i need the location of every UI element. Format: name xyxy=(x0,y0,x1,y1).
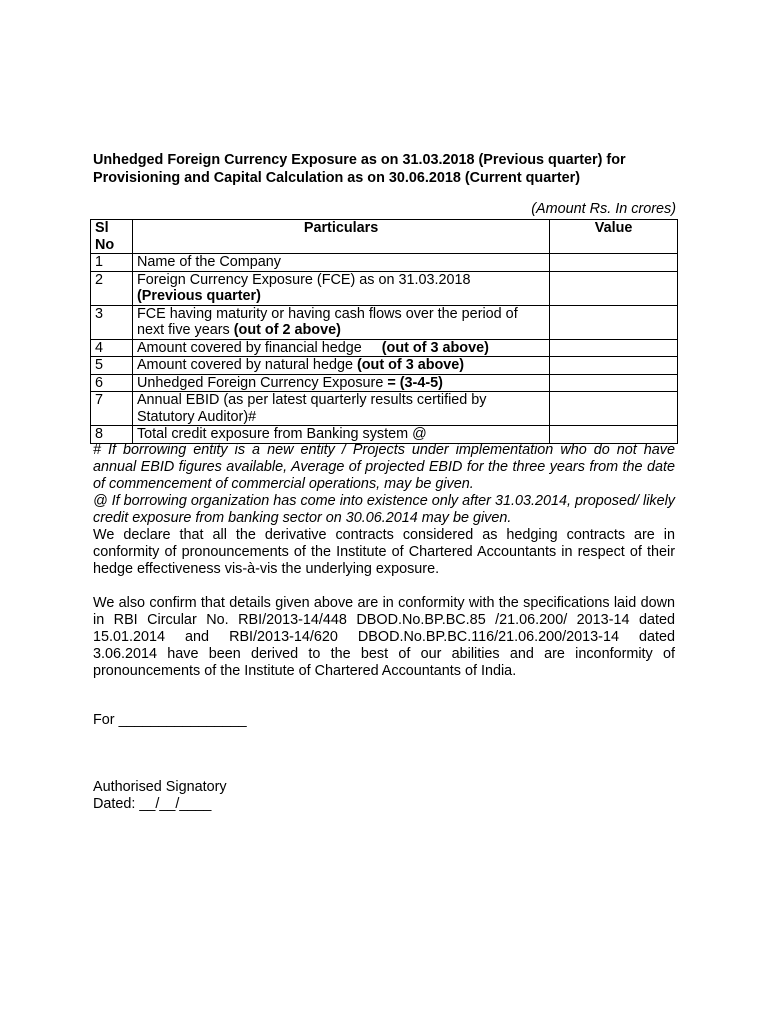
table-row xyxy=(91,392,678,426)
for-line: For ________________ xyxy=(93,712,247,728)
table-row xyxy=(91,305,678,339)
row-sl: 2 xyxy=(91,271,133,305)
row-value[interactable] xyxy=(550,271,678,305)
row-particulars: Annual EBID (as per latest quarterly results certified by Statutory Auditor)# xyxy=(132,392,549,426)
paragraph-spacer xyxy=(93,578,675,595)
row-sl: 6 xyxy=(91,374,133,392)
row-sl: 5 xyxy=(91,357,133,375)
row-particulars: Amount covered by financial hedge (out of 3 above) xyxy=(132,339,549,357)
confirmation-paragraph: We also confirm that details given above are in conformity with the specifications laid down in RBI Circular No. RBI/2013-14/448 DBOD.No.BP.BC.85 /21.06.200/ 2013-14 dated 15.01.2014 and RBI/2013-14/620 DBOD.No.BP.BC.116/21.06.200/2013-14 dated 3.06.2014 have been derived to the best of our abilities and are inconformity of pronouncements of the Institute of Chartered Accountants of India. xyxy=(93,595,675,679)
row-sl: 7 xyxy=(91,392,133,426)
table-row xyxy=(91,357,678,375)
row-particulars: FCE having maturity or having cash flows over the period of next five years (out of 2 above) xyxy=(132,305,549,339)
row-sl: 1 xyxy=(91,254,133,272)
hash-footnote: # If borrowing entity is a new entity / Projects under implementation who do not have annual EBID figures available, Average of projected EBID for the three years from the date of commencement of commercial operations, may be given. xyxy=(93,442,675,492)
row-value[interactable] xyxy=(550,254,678,272)
document-title xyxy=(93,151,693,187)
row-particulars: Total credit exposure from Banking system @ xyxy=(132,426,549,444)
header-sl-no: Sl No xyxy=(91,220,133,254)
row-value[interactable] xyxy=(550,426,678,444)
row-value[interactable] xyxy=(550,374,678,392)
row-sl: 8 xyxy=(91,426,133,444)
dated-line: Dated: __/__/____ xyxy=(93,796,212,812)
authorised-signatory: Authorised Signatory xyxy=(93,779,227,795)
at-footnote: @ If borrowing organization has come into existence only after 31.03.2014, proposed/ likely credit exposure from banking sector on 30.06.2014 may be given. xyxy=(93,493,675,526)
table-row xyxy=(91,426,678,444)
title-line-2: Provisioning and Capital Calculation as on 30.06.2018 (Current quarter) xyxy=(93,170,581,186)
header-value: Value xyxy=(550,220,678,254)
exposure-table xyxy=(90,219,678,444)
row-particulars: Amount covered by natural hedge (out of 3 above) xyxy=(132,357,549,375)
notes-section xyxy=(93,442,675,680)
signature-block xyxy=(93,779,227,813)
row-particulars: Name of the Company xyxy=(132,254,549,272)
row-value[interactable] xyxy=(550,392,678,426)
row-value[interactable] xyxy=(550,339,678,357)
row-sl: 3 xyxy=(91,305,133,339)
row-value[interactable] xyxy=(550,305,678,339)
table-row xyxy=(91,254,678,272)
row-value[interactable] xyxy=(550,357,678,375)
header-particulars: Particulars xyxy=(132,220,549,254)
table-row xyxy=(91,271,678,305)
table-header-row xyxy=(91,220,678,254)
declaration-paragraph: We declare that all the derivative contracts considered as hedging contracts are in conformity of pronouncements of the Institute of Chartered Accountants in respect of their hedge effectiveness vis-à-vis the underlying exposure. xyxy=(93,527,675,577)
row-sl: 4 xyxy=(91,339,133,357)
title-line-1: Unhedged Foreign Currency Exposure as on 31.03.2018 (Previous quarter) for xyxy=(93,152,626,168)
table-row xyxy=(91,374,678,392)
row-particulars: Foreign Currency Exposure (FCE) as on 31.03.2018 (Previous quarter) xyxy=(132,271,549,305)
amount-unit-note: (Amount Rs. In crores) xyxy=(531,201,676,217)
table-row xyxy=(91,339,678,357)
row-particulars: Unhedged Foreign Currency Exposure = (3-4-5) xyxy=(132,374,549,392)
